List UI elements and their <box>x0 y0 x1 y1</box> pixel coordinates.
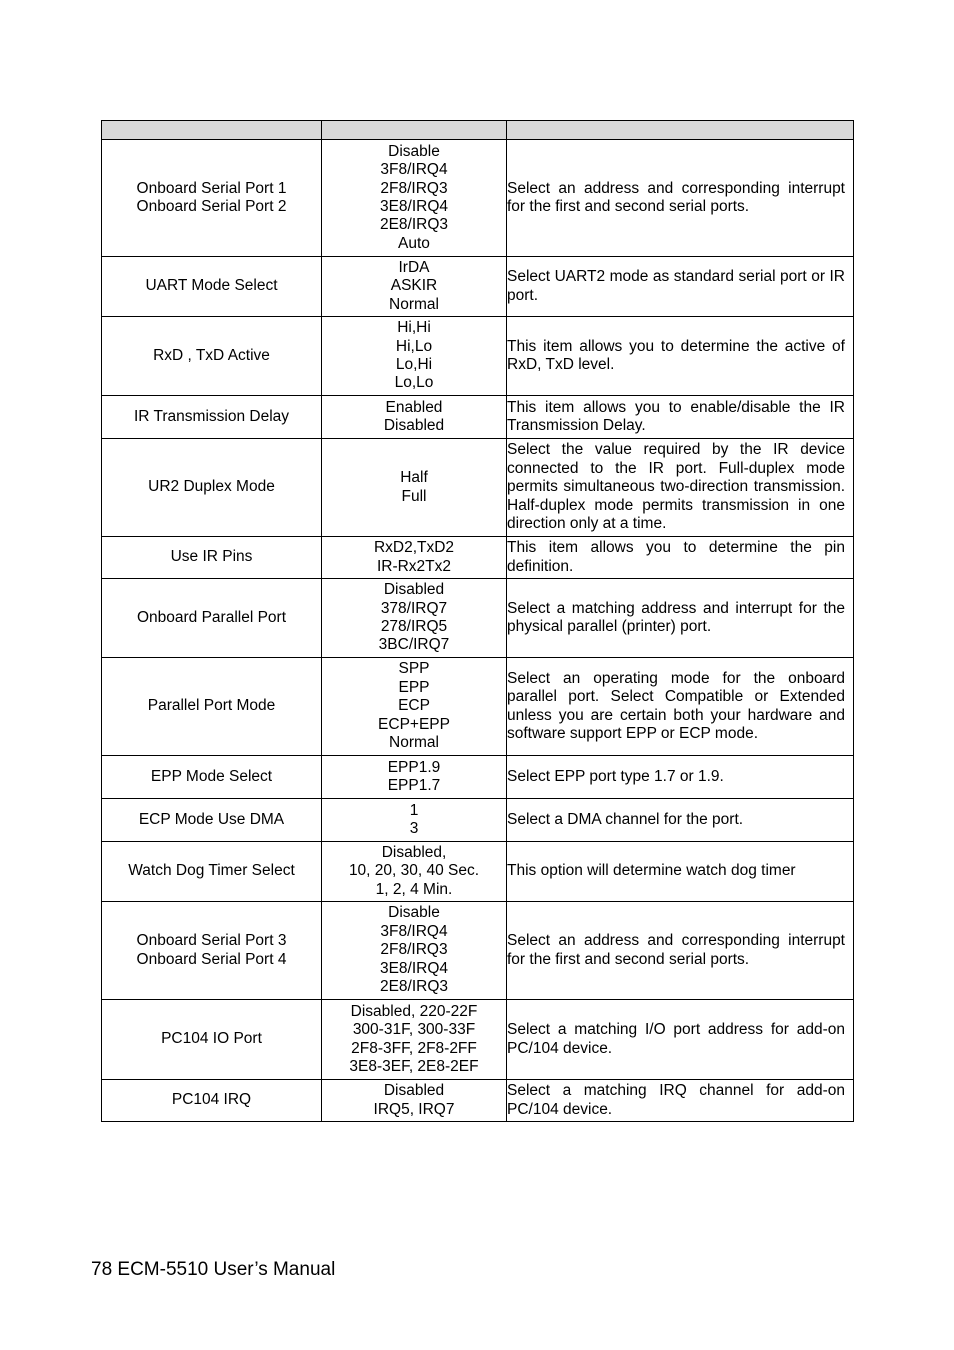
setting-name-cell <box>102 842 322 902</box>
table-row <box>102 579 854 658</box>
setting-option: Disabled, 220-22F <box>350 1002 478 1020</box>
setting-name-cell <box>102 579 322 658</box>
table-row <box>102 1080 854 1122</box>
table-row <box>102 658 854 756</box>
setting-option: Disabled <box>383 1082 445 1100</box>
setting-name-cell <box>102 799 322 842</box>
table-body <box>102 140 854 1122</box>
setting-option: ECP+EPP <box>378 715 450 733</box>
setting-description: Select an address and corresponding interrupt for the first and second serial ports. <box>507 902 854 1000</box>
setting-option: ECP <box>398 697 430 715</box>
setting-description: This option will determine watch dog timer <box>507 842 854 902</box>
setting-option: Enabled <box>385 398 443 416</box>
setting-name: Onboard Serial Port 4 <box>136 950 287 968</box>
setting-option: IR-Rx2Tx2 <box>376 557 452 575</box>
setting-option: ASKIR <box>390 277 438 295</box>
setting-option: Disabled <box>383 581 445 599</box>
setting-description: Select an operating mode for the onboard parallel port. Select Compatible or Extended unless you are certain both your hardware and software support EPP or ECP mode. <box>507 658 854 756</box>
setting-description: This item allows you to enable/disable the IR Transmission Delay. <box>507 396 854 439</box>
setting-option: Disabled <box>383 417 445 434</box>
header-cell-item <box>102 121 322 140</box>
setting-options-cell <box>322 396 507 439</box>
setting-options-cell <box>322 842 507 902</box>
setting-option: RxD2,TxD2 <box>373 539 455 557</box>
setting-name-cell <box>102 756 322 799</box>
setting-option: 1 <box>409 801 419 819</box>
setting-option: SPP <box>398 660 430 678</box>
setting-option: Half <box>400 469 428 487</box>
table-row <box>102 799 854 842</box>
setting-option: Hi,Lo <box>395 337 433 355</box>
setting-name: Onboard Serial Port 3 <box>136 932 287 950</box>
setting-option: IRQ5, IRQ7 <box>373 1100 455 1118</box>
setting-options-cell <box>322 579 507 658</box>
setting-option: Disable <box>388 142 440 160</box>
setting-option: 10, 20, 30, 40 Sec. <box>348 862 480 880</box>
setting-options-cell <box>322 257 507 317</box>
setting-option: 2F8-3FF, 2F8-2FF <box>351 1039 477 1057</box>
setting-name: IR Transmission Delay <box>133 407 290 425</box>
setting-description: Select a matching IRQ channel for add-on PC/104 device. <box>507 1080 854 1122</box>
setting-name-cell <box>102 902 322 1000</box>
setting-description: Select EPP port type 1.7 or 1.9. <box>507 756 854 799</box>
setting-description: This item allows you to determine the active of RxD, TxD level. <box>507 317 854 396</box>
setting-option: 3E8/IRQ4 <box>379 198 449 215</box>
setting-name: ECP Mode Use DMA <box>138 810 285 828</box>
table-row <box>102 537 854 579</box>
setting-name-cell <box>102 257 322 317</box>
bios-settings-table <box>101 120 854 1122</box>
setting-options-cell <box>322 317 507 396</box>
setting-option: Normal <box>389 295 439 313</box>
setting-name-cell <box>102 396 322 439</box>
setting-description: Select a DMA channel for the port. <box>507 799 854 842</box>
setting-option: Disabled, <box>381 843 447 861</box>
setting-option: 3 <box>409 820 419 837</box>
setting-options-cell <box>322 902 507 1000</box>
setting-name-cell <box>102 140 322 257</box>
table-row <box>102 317 854 396</box>
setting-option: Lo,Lo <box>394 374 434 392</box>
setting-description: Select an address and corresponding interrupt for the first and second serial ports. <box>507 140 854 257</box>
setting-description: Select a matching address and interrupt for the physical parallel (printer) port. <box>507 579 854 658</box>
setting-option: 2F8/IRQ3 <box>380 941 448 959</box>
setting-option: 278/IRQ5 <box>380 618 448 635</box>
setting-name-cell <box>102 1080 322 1122</box>
setting-option: EPP1.9 <box>387 758 441 776</box>
setting-option: 3E8/IRQ4 <box>379 959 449 977</box>
header-cell-description <box>507 121 854 140</box>
table-header-row <box>102 121 854 140</box>
table-row <box>102 902 854 1000</box>
table-row <box>102 756 854 799</box>
setting-option: Disable <box>388 904 440 922</box>
setting-option: Full <box>401 487 427 505</box>
setting-option: 3F8/IRQ4 <box>380 922 448 940</box>
setting-option: Normal <box>389 734 439 752</box>
setting-options-cell <box>322 537 507 579</box>
setting-name: Use IR Pins <box>170 548 253 566</box>
setting-name-cell <box>102 439 322 537</box>
setting-option: Lo,Hi <box>395 356 433 373</box>
setting-options-cell <box>322 756 507 799</box>
setting-name: Onboard Serial Port 1 <box>136 179 287 197</box>
setting-options-cell <box>322 1000 507 1080</box>
header-cell-options <box>322 121 507 140</box>
setting-option: 2E8/IRQ3 <box>379 978 449 996</box>
setting-option: 300-31F, 300-33F <box>352 1021 476 1039</box>
setting-name: PC104 IRQ <box>171 1091 252 1109</box>
setting-name: RxD , TxD Active <box>153 346 270 364</box>
setting-options-cell <box>322 799 507 842</box>
setting-name: UR2 Duplex Mode <box>148 478 275 496</box>
setting-name-cell <box>102 317 322 396</box>
setting-option: 1, 2, 4 Min. <box>375 880 453 898</box>
setting-option: 3BC/IRQ7 <box>378 636 450 654</box>
setting-option: 3F8/IRQ4 <box>380 161 448 179</box>
setting-option: EPP <box>398 678 430 696</box>
table-row <box>102 257 854 317</box>
setting-name-cell <box>102 1000 322 1080</box>
setting-name: UART Mode Select <box>145 277 278 295</box>
setting-options-cell <box>322 1080 507 1122</box>
table-row <box>102 140 854 257</box>
setting-option: Auto <box>398 234 430 252</box>
setting-options-cell <box>322 439 507 537</box>
setting-name-cell <box>102 537 322 579</box>
table-row <box>102 396 854 439</box>
setting-name: Onboard Parallel Port <box>136 608 287 626</box>
setting-name: PC104 IO Port <box>161 1030 262 1048</box>
setting-option: EPP1.7 <box>387 777 441 794</box>
page-footer: 78 ECM-5510 User’s Manual <box>91 1259 336 1280</box>
table-row <box>102 842 854 902</box>
setting-description: Select UART2 mode as standard serial port or IR port. <box>507 257 854 317</box>
setting-description: This item allows you to determine the pin definition. <box>507 537 854 579</box>
setting-option: 378/IRQ7 <box>380 599 448 617</box>
setting-name: Onboard Serial Port 2 <box>136 198 287 215</box>
setting-name: Watch Dog Timer Select <box>128 862 295 880</box>
setting-options-cell <box>322 140 507 257</box>
setting-name-cell <box>102 658 322 756</box>
setting-option: Hi,Hi <box>397 319 431 337</box>
table-row <box>102 1000 854 1080</box>
setting-name: EPP Mode Select <box>150 767 273 785</box>
table-row <box>102 439 854 537</box>
setting-option: 3E8-3EF, 2E8-2EF <box>349 1057 479 1075</box>
setting-option: 2F8/IRQ3 <box>380 179 448 197</box>
setting-name: Parallel Port Mode <box>147 697 276 715</box>
setting-option: IrDA <box>398 258 430 276</box>
setting-description: Select a matching I/O port address for add-on PC/104 device. <box>507 1000 854 1080</box>
setting-options-cell <box>322 658 507 756</box>
setting-description: Select the value required by the IR device connected to the IR port. Full-duplex mode permits simultaneous two-direction transmission. Half-duplex mode permits transmission in one direction only at a time. <box>507 439 854 537</box>
setting-option: 2E8/IRQ3 <box>379 216 449 234</box>
